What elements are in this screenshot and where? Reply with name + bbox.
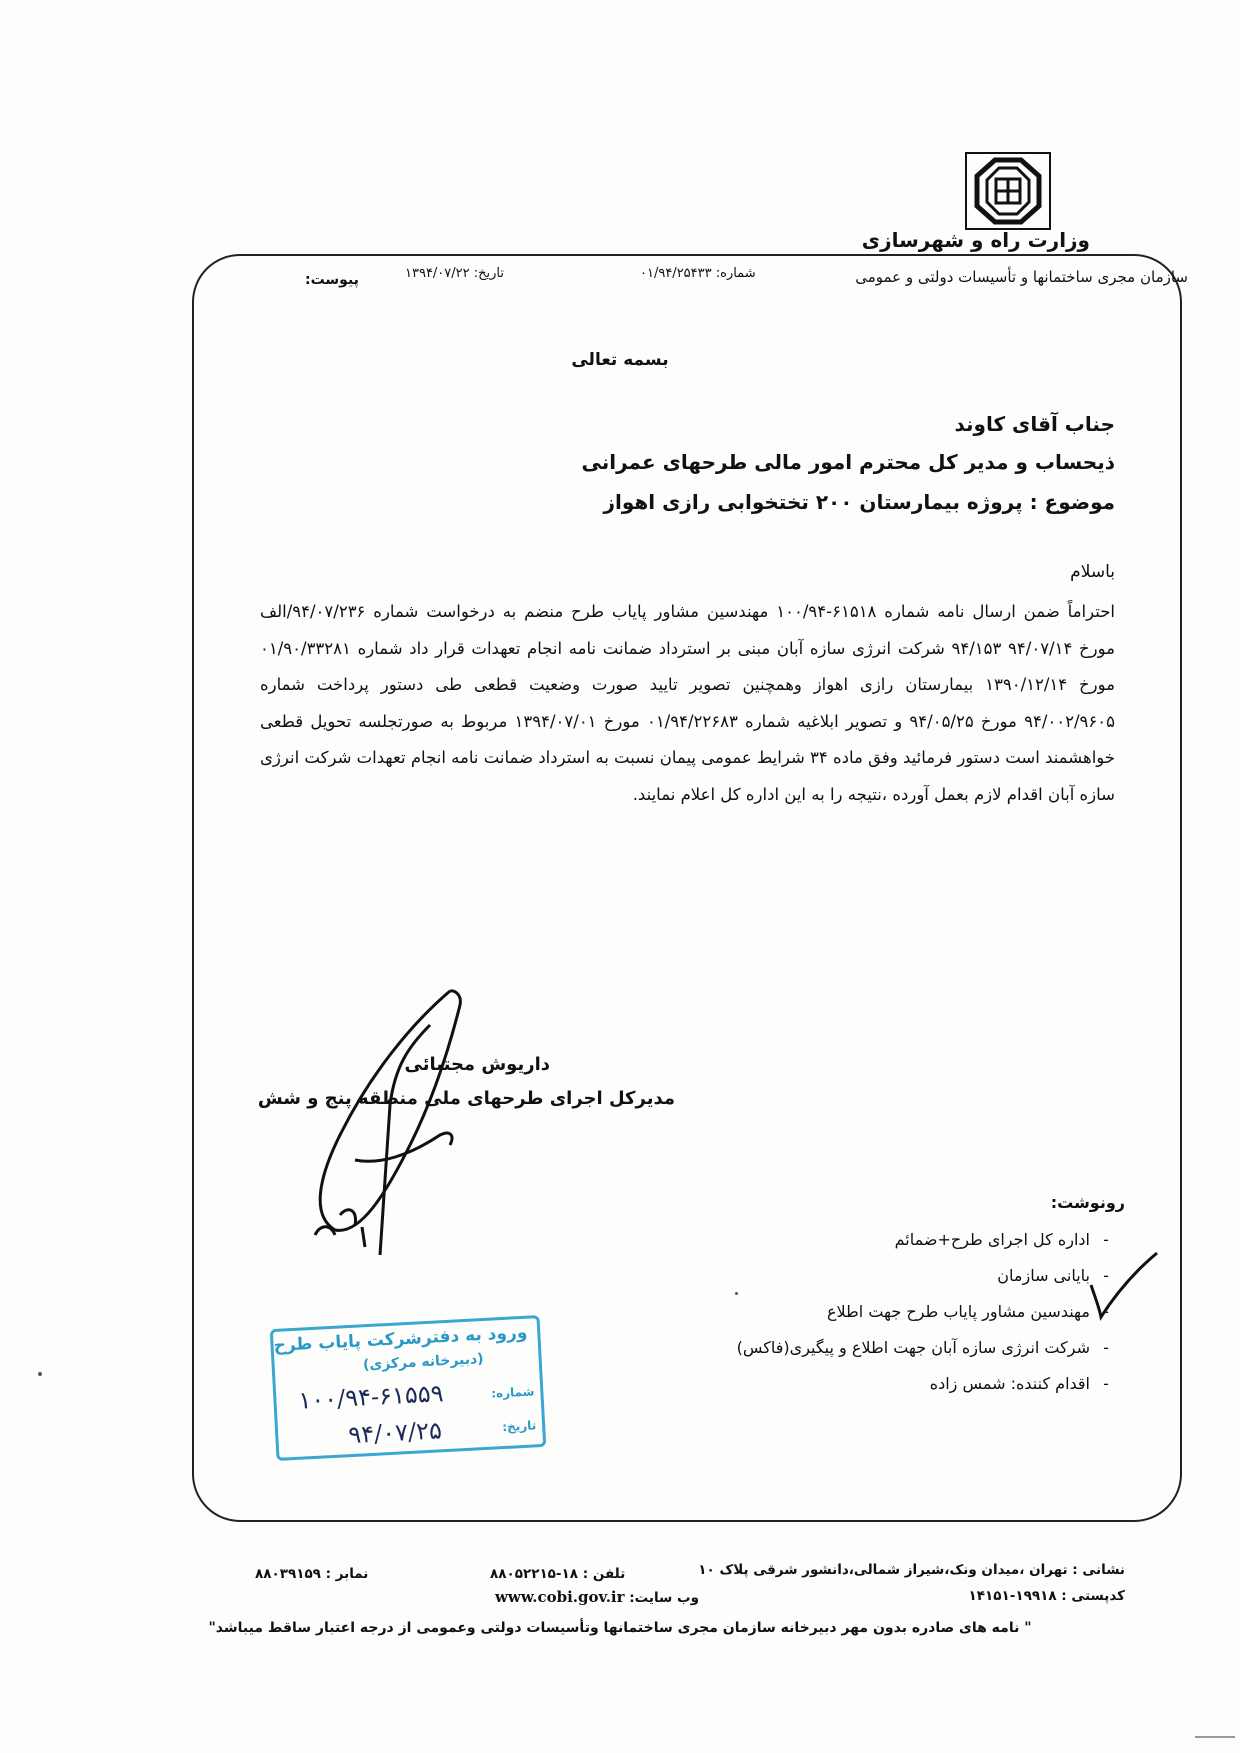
footer-phone: تلفن : ۱۸-۸۸۰۵۲۲۱۵ — [490, 1566, 626, 1582]
footer-postal-code: کدپستی : ۱۹۹۱۸-۱۴۱۵۱ — [968, 1588, 1125, 1604]
ministry-logo — [965, 152, 1051, 230]
stamp-line1: ورود به دفترشرکت پایاب طرح — [273, 1322, 528, 1356]
organization-name: سازمان مجری ساختمانها و تأسیسات دولتی و عمومی — [855, 268, 1188, 286]
letter-number-label: شماره: — [715, 266, 756, 281]
stamp-number-label: شماره: — [490, 1384, 535, 1401]
letter-date-value: ۱۳۹۴/۰۷/۲۲ — [405, 266, 470, 281]
signatory-title: مدیرکل اجرای طرحهای ملی منطقه پنج و شش — [257, 1088, 675, 1109]
attachment-label: پیوست: — [305, 272, 359, 288]
cc-list — [737, 1222, 1122, 1402]
stamp-date-value: ۹۴/۰۷/۲۵ — [347, 1416, 443, 1450]
cc-item: -بایانی سازمان — [997, 1266, 1109, 1285]
received-stamp — [270, 1315, 547, 1461]
stamp-line2: (دبیرخانه مرکزی) — [362, 1351, 485, 1374]
letter-number-value: ۰۱/۹۴/۲۵۴۳۳ — [640, 266, 712, 281]
invocation: بسمه تعالی — [571, 350, 669, 370]
cc-item: -اداره کل اجرای طرح+ضمائم — [894, 1230, 1109, 1249]
cc-item: -شرکت انرژی سازه آبان جهت اطلاع و پیگیری(فاکس) — [736, 1338, 1109, 1357]
website-label: وب سایت: — [629, 1590, 699, 1606]
letter-body: احتراماً ضمن ارسال نامه شماره ۶۱۵۱۸-۱۰۰/۹۴ مهندسین مشاور پایاب طرح منضم به درخواست شماره ۹۴/۰۷/۲۳۶/الف مورخ ۹۴/۰۷/۱۴ ۹۴/۱۵۳ شرکت انرژی سازه آبان مبنی بر استرداد ضمانت نامه انجام تعهدات قرار داد شماره ۰۱/۹۰/۳۳۲۸۱ مورخ ۱۳۹۰/۱۲/۱۴ بیمارستان رازی اهواز وهمچنین تصویر تایید صورت وضعیت قطعی طی دستور پرداخت شماره ۹۴/۰۰۲/۹۶۰۵ مورخ ۹۴/۰۵/۲۵ و تصویر ابلاغیه شماره ۰۱/۹۴/۲۲۶۸۳ مورخ ۱۳۹۴/۰۷/۰۱ مربوط به صورتجلسه تحویل قطعی خواهشمند است دستور فرمائید وفق ماده ۳۴ شرایط عمومی پیمان نسبت به استرداد ضمانت نامه انجام تعهدات شرکت انرژی سازه آبان اقدام لازم بعمل آورده ،نتیجه را به این اداره کل اعلام نمایند. — [260, 602, 1115, 804]
letter-subject: موضوع : پروژه بیمارستان ۲۰۰ تختخوابی رازی اهواز — [603, 490, 1115, 514]
handwritten-signature — [300, 985, 560, 1265]
addressee: جناب آقای کاوند — [954, 412, 1115, 436]
letter-date — [405, 266, 504, 281]
scan-speck — [38, 1372, 42, 1376]
website-link[interactable]: www.cobi.gov.ir — [495, 1588, 625, 1606]
footer-fax: نمابر : ۸۸۰۳۹۱۵۹ — [255, 1566, 369, 1582]
letter-number — [640, 266, 756, 281]
footer-address: نشانی : تهران ،میدان ونک،شیراز شمالی،دانشور شرقی پلاک ۱۰ — [698, 1562, 1125, 1578]
ministry-name: وزارت راه و شهرسازی — [861, 228, 1090, 252]
addressee-title: ذیحساب و مدیر کل محترم امور مالی طرحهای عمرانی — [581, 450, 1115, 474]
footer-website — [495, 1588, 699, 1606]
stamp-number-value: ۱۰۰/۹۴-۶۱۵۵۹ — [297, 1379, 445, 1415]
signatory-name: داریوش مجتبائی — [404, 1054, 550, 1075]
cc-item: -مهندسین مشاور پایاب طرح جهت اطلاع — [826, 1302, 1109, 1321]
stamp-date-label: تاریخ: — [501, 1418, 537, 1435]
letter-date-label: تاریخ: — [473, 266, 505, 281]
cc-item: -اقدام کننده: شمس زاده — [929, 1374, 1109, 1393]
scan-speck — [1195, 1736, 1235, 1738]
cc-title: رونوشت: — [1050, 1193, 1125, 1212]
footer-disclaimer: " نامه های صادره بدون مهر دبیرخانه سازمان مجری ساختمانها وتأسیسات دولتی وعمومی از درجه اعتبار ساقط میباشد" — [208, 1620, 1032, 1636]
greeting: باسلام — [1070, 562, 1115, 582]
scan-speck — [735, 1292, 738, 1295]
